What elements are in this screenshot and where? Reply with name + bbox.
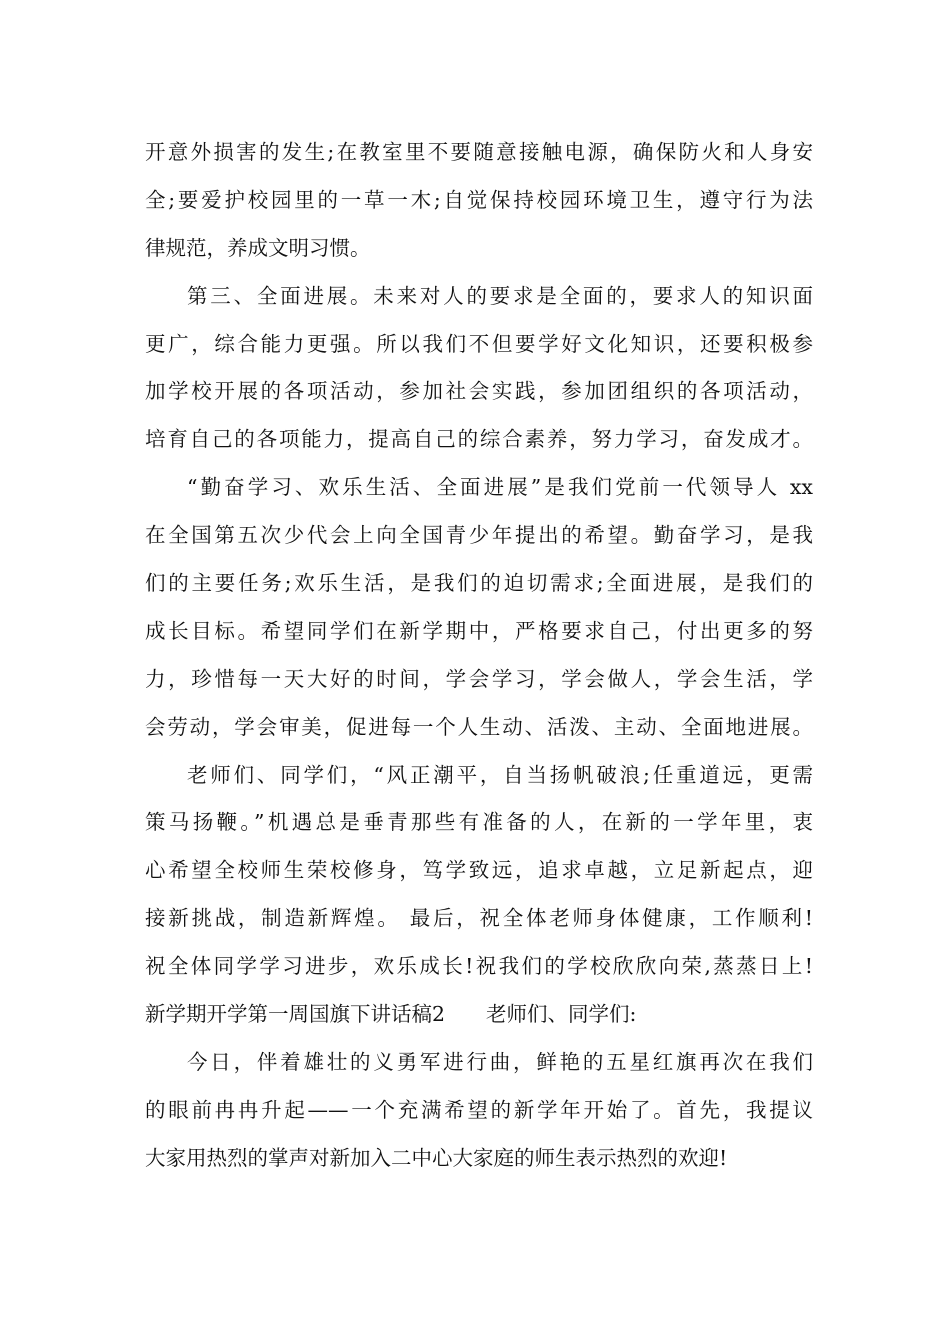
text-line: 成长目标。希望同学们在新学期中，严格要求自己，付出更多的努 — [145, 618, 813, 643]
section-heading-line: 新学期开学第一周国旗下讲话稿2 老师们、同学们: — [145, 1002, 637, 1027]
text-line: 全;要爱护校园里的一草一木;自觉保持校园环境卫生，遵守行为法 — [145, 187, 813, 212]
text-line: 们的主要任务;欢乐生活，是我们的迫切需求;全面进展，是我们的 — [145, 571, 813, 596]
paragraph-first-line: 第三、全面进展。未来对人的要求是全面的，要求人的知识面 — [187, 283, 813, 308]
text-line: 在全国第五次少代会上向全国青少年提出的希望。勤奋学习，是我 — [145, 523, 813, 548]
text-line: 会劳动，学会审美，促进每一个人生动、活泼、主动、全面地进展。 — [145, 714, 813, 739]
text-line: 策马扬鞭。”机遇总是垂青那些有准备的人，在新的一学年里，衷 — [145, 810, 813, 835]
paragraph-first-line: 今日，伴着雄壮的义勇军进行曲，鲜艳的五星红旗再次在我们 — [187, 1049, 813, 1074]
paragraph-first-line: 老师们、同学们，“风正潮平，自当扬帆破浪;任重道远，更需 — [187, 762, 813, 787]
text-line: 大家用热烈的掌声对新加入二中心大家庭的师生表示热烈的欢迎! — [145, 1145, 728, 1170]
text-line: 更广，综合能力更强。所以我们不但要学好文化知识，还要积极参 — [145, 331, 813, 356]
paragraph-first-line: “勤奋学习、欢乐生活、全面进展”是我们党前一代领导人 xx — [187, 475, 813, 500]
text-line: 的眼前冉冉升起——一个充满希望的新学年开始了。首先，我提议 — [145, 1097, 813, 1122]
document-body — [145, 129, 813, 1183]
text-line: 接新挑战，制造新辉煌。 最后，祝全体老师身体健康，工作顺利! — [145, 906, 813, 931]
text-line: 培育自己的各项能力，提高自己的综合素养，努力学习，奋发成才。 — [145, 427, 813, 452]
text-line: 加学校开展的各项活动，参加社会实践，参加团组织的各项活动， — [145, 379, 813, 404]
text-line: 开意外损害的发生;在教室里不要随意接触电源，确保防火和人身安 — [145, 140, 813, 164]
text-line: 心希望全校师生荣校修身，笃学致远，追求卓越，立足新起点，迎 — [145, 858, 813, 883]
text-line: 祝全体同学学习进步，欢乐成长!祝我们的学校欣欣向荣,蒸蒸日上! — [145, 954, 813, 979]
text-line: 力，珍惜每一天大好的时间，学会学习，学会做人，学会生活，学 — [145, 666, 813, 691]
text-line: 律规范，养成文明习惯。 — [145, 235, 371, 260]
